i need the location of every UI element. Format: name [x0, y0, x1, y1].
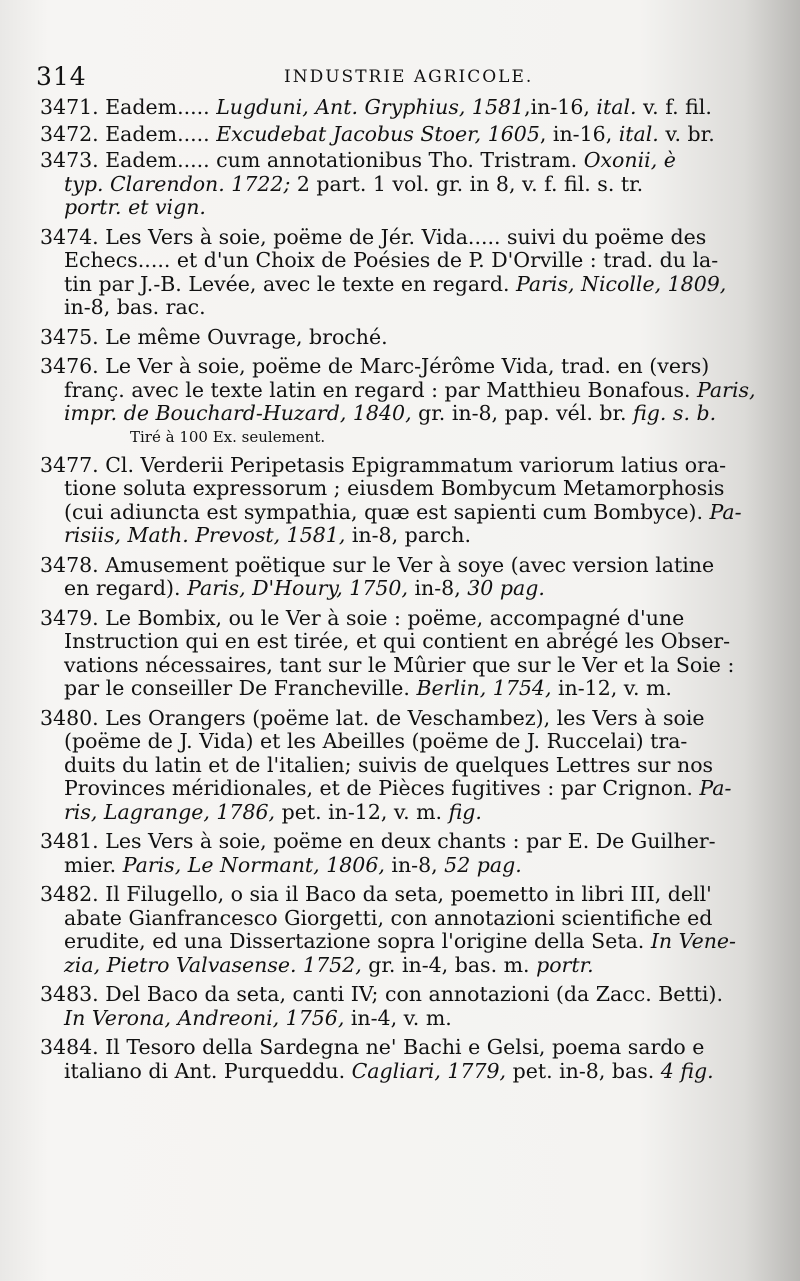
entry-text: abate Gianfrancesco Giorgetti, con annotazioni scientifiche ed: [64, 905, 713, 930]
entry-text: in-8, parch.: [345, 523, 471, 547]
entry-text: 3477. Cl. Verderii Peripetasis Epigrammatum variorum latius ora-: [40, 452, 727, 477]
entry-text: (cui adiuncta est sympathia, quæ est sapienti cum Bombyce).: [64, 499, 710, 524]
entry-continuation-line: [40, 907, 762, 931]
entry-text: en regard).: [64, 576, 188, 600]
entry-continuation-line: [40, 954, 762, 978]
entry-text: 3481. Les Vers à soie, poëme en deux chants : par E. De Guilher-: [40, 829, 716, 853]
entry-first-line: [40, 830, 762, 854]
italic-text: In Vene-: [650, 929, 736, 953]
entry-continuation-line: [40, 577, 762, 601]
running-title: INDUSTRIE AGRICOLE.: [284, 67, 534, 87]
italic-text: ital.: [618, 121, 659, 146]
entry-continuation-line: [40, 1060, 762, 1084]
entry-note: Tiré à 100 Ex. seulement.: [130, 427, 326, 446]
entry-text: Provinces méridionales, et de Pièces fugitives : par Crignon.: [64, 776, 700, 800]
italic-text: ital.: [596, 95, 637, 119]
italic-text: ris, Lagrange, 1786,: [64, 799, 276, 824]
italic-text: risiis, Math. Prevost, 1581,: [64, 523, 346, 547]
entry-text: 3484. Il Tesoro della Sardegna ne' Bachi e Gelsi, poema sardo e: [40, 1035, 705, 1059]
catalogue-entry: [40, 607, 762, 701]
entry-first-line: [40, 149, 762, 173]
entry-text: 3476. Le Ver à soie, poëme de Marc-Jérôme Vida, trad. en (vers): [40, 354, 710, 378]
entry-text: Echecs..... et d'un Choix de Poésies de P. D'Orville : trad. du la-: [64, 248, 719, 272]
entry-first-line: [40, 983, 762, 1007]
entry-continuation-line: [40, 173, 762, 197]
entry-text: gr. in-8, pap. vél. br.: [411, 401, 634, 425]
entry-first-line: [40, 326, 762, 350]
entry-continuation-line: [40, 273, 762, 297]
italic-text: fig.: [448, 799, 482, 824]
italic-text: Lugduni, Ant. Gryphius, 1581: [216, 95, 525, 119]
entry-continuation-line: [40, 249, 762, 273]
italic-text: fig. s. b.: [633, 401, 717, 425]
entry-continuation-line: [40, 1007, 762, 1031]
italic-text: Oxonii, è: [583, 148, 676, 172]
catalogue-entry: [40, 554, 762, 601]
entry-text: erudite, ed una Dissertazione sopra l'origine della Seta.: [64, 929, 651, 953]
entry-continuation-line: [40, 730, 762, 754]
entry-first-line: [40, 883, 762, 907]
entry-continuation-line: [40, 654, 762, 678]
entry-text: franç. avec le texte latin en regard : par Matthieu Bonafous.: [64, 377, 698, 402]
entry-first-line: [40, 707, 762, 731]
catalogue-entry: [40, 454, 762, 548]
catalogue-entry: [40, 830, 762, 877]
entry-text: in-8,: [384, 852, 445, 877]
entry-text: italiano di Ant. Purqueddu.: [64, 1058, 352, 1083]
entry-continuation-line: [40, 501, 762, 525]
entry-text: 3478. Amusement poëtique sur le Ver à soye (avec version latine: [40, 552, 715, 577]
entry-text: v. br.: [658, 121, 715, 146]
entry-continuation-line: [40, 524, 762, 548]
entry-text: 3474. Les Vers à soie, poëme de Jér. Vida..... suivi du poëme des: [40, 224, 707, 249]
italic-text: Cagliari, 1779,: [351, 1058, 507, 1083]
entry-text: 3473. Eadem..... cum annotationibus Tho. Tristram.: [40, 148, 584, 172]
entry-text: in-12, v. m.: [551, 676, 672, 700]
catalogue-entry: [40, 123, 762, 147]
entry-text: duits du latin et de l'italien; suivis de quelques Lettres sur nos: [64, 752, 714, 777]
entry-first-line: [40, 554, 762, 578]
italic-text: zia, Pietro Valvasense. 1752,: [64, 952, 362, 977]
catalogue-entry: [40, 226, 762, 320]
entry-text: (poëme de J. Vida) et les Abeilles (poëme de J. Ruccelai) tra-: [64, 729, 688, 753]
entry-continuation-line: [40, 402, 762, 426]
entry-first-line: [40, 454, 762, 478]
entry-first-line: [40, 355, 762, 379]
entry-continuation-line: [40, 930, 762, 954]
entry-text: pet. in-12, v. m.: [275, 799, 449, 824]
entry-text: mier.: [64, 852, 123, 877]
catalogue-entry: [40, 326, 762, 350]
entry-first-line: [40, 123, 762, 147]
page-header: [36, 62, 756, 92]
entry-text: , in-16,: [539, 121, 619, 146]
entry-text: in-8,: [407, 576, 468, 600]
entry-text: 3482. Il Filugello, o sia il Baco da seta, poemetto in libri III, dell': [40, 882, 712, 906]
entry-text: pet. in-8, bas.: [506, 1058, 661, 1083]
entry-continuation-line: [40, 477, 762, 501]
italic-text: Excudebat Jacobus Stoer, 1605: [216, 121, 540, 146]
entry-continuation-line: [40, 801, 762, 825]
italic-text: typ. Clarendon. 1722;: [64, 171, 291, 196]
italic-text: Pa-: [709, 499, 742, 524]
entry-text: in-8, bas. rac.: [64, 295, 206, 319]
page-number: 314: [36, 62, 87, 91]
catalogue-entry: [40, 355, 762, 448]
italic-text: Paris, Le Normant, 1806,: [122, 852, 385, 877]
entry-text: vations nécessaires, tant sur le Mûrier que sur le Ver et la Soie :: [64, 652, 735, 677]
entry-text: 3471. Eadem.....: [40, 95, 217, 119]
entry-text: par le conseiller De Francheville.: [64, 676, 417, 700]
entry-text: in-4, v. m.: [344, 1005, 452, 1030]
italic-text: Paris,: [697, 377, 756, 402]
entry-first-line: [40, 226, 762, 250]
entry-text: 3483. Del Baco da seta, canti IV; con annotazioni (da Zacc. Betti).: [40, 982, 723, 1006]
entry-continuation-line: [40, 296, 762, 320]
entry-first-line: [40, 1036, 762, 1060]
entry-continuation-line: [40, 630, 762, 654]
entry-text: 3479. Le Bombix, ou le Ver à soie : poëme, accompagné d'une: [40, 605, 685, 630]
italic-text: In Verona, Andreoni, 1756,: [64, 1005, 345, 1030]
italic-text: Paris, Nicolle, 1809,: [516, 271, 727, 296]
catalogue-entries: [0, 96, 800, 1089]
italic-text: 30 pag.: [467, 576, 545, 600]
italic-text: Berlin, 1754,: [416, 676, 552, 700]
entry-continuation-line: [40, 754, 762, 778]
italic-text: 4 fig.: [660, 1058, 714, 1083]
entry-text: 3472. Eadem.....: [40, 121, 217, 146]
entry-first-line: [40, 96, 762, 120]
entry-text: v. f. fil.: [636, 95, 712, 119]
italic-text: portr. et vign.: [64, 195, 206, 219]
catalogue-entry: [40, 149, 762, 220]
catalogue-entry: [40, 707, 762, 825]
catalogue-entry: [40, 883, 762, 977]
catalogue-entry: [40, 1036, 762, 1083]
italic-text: Paris, D'Houry, 1750,: [187, 576, 408, 600]
catalogue-entry: [40, 983, 762, 1030]
italic-text: portr.: [536, 952, 594, 977]
entry-continuation-line: [40, 677, 762, 701]
entry-text: gr. in-4, bas. m.: [361, 952, 537, 977]
entry-text: tione soluta expressorum ; eiusdem Bombycum Metamorphosis: [64, 476, 725, 500]
entry-continuation-line: [40, 196, 762, 220]
entry-text: ,in-16,: [524, 95, 597, 119]
catalogue-entry: [40, 96, 762, 120]
entry-text: 3480. Les Orangers (poëme lat. de Veschambez), les Vers à soie: [40, 705, 705, 730]
italic-text: Pa-: [699, 776, 732, 800]
italic-text: impr. de Bouchard-Huzard, 1840,: [64, 401, 412, 425]
entry-text: 2 part. 1 vol. gr. in 8, v. f. fil. s. tr.: [290, 171, 644, 196]
italic-text: 52 pag.: [444, 852, 522, 877]
entry-continuation-line: [40, 854, 762, 878]
entry-first-line: [40, 607, 762, 631]
entry-continuation-line: [40, 777, 762, 801]
entry-continuation-line: [40, 379, 762, 403]
entry-text: tin par J.-B. Levée, avec le texte en regard.: [64, 271, 517, 296]
entry-text: 3475. Le même Ouvrage, broché.: [40, 324, 388, 349]
entry-text: Instruction qui en est tirée, et qui contient en abrégé les Obser-: [64, 629, 731, 653]
